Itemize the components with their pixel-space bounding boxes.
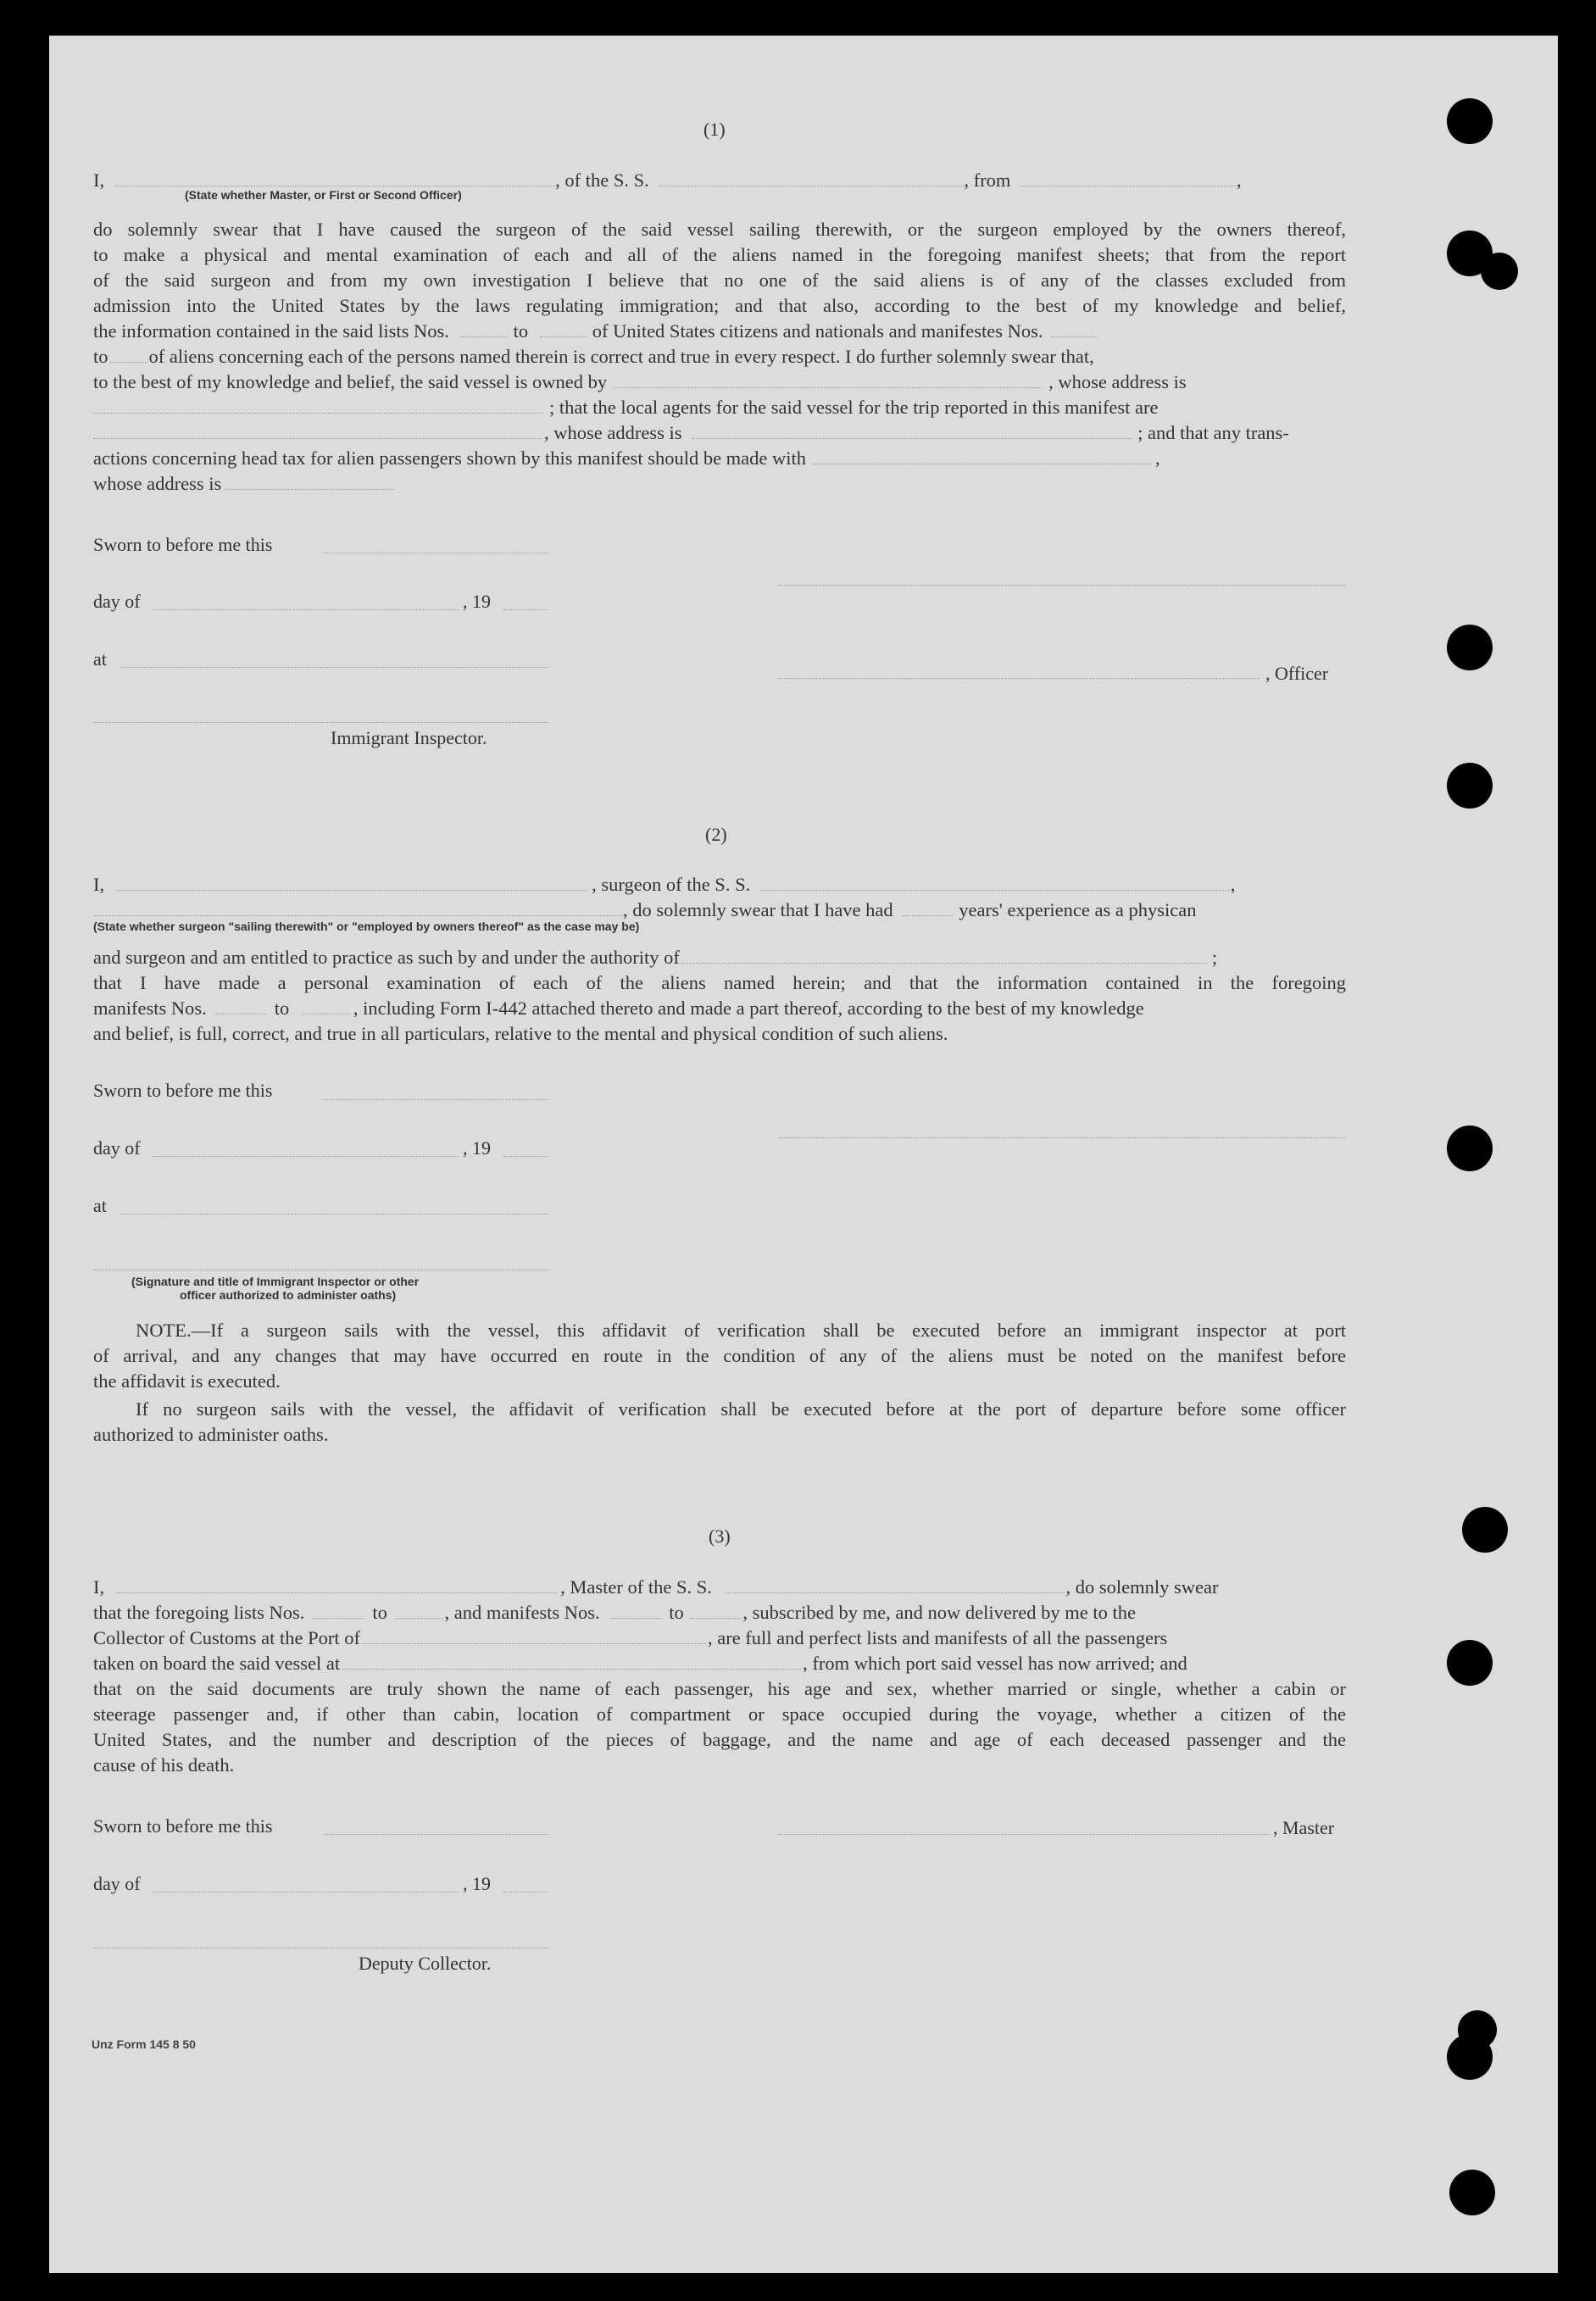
sec1-master-caption: (State whether Master, or First or Second Officer) bbox=[185, 188, 462, 202]
sec2-note-line: authorized to administer oaths. bbox=[93, 1424, 329, 1445]
sec3-para-line: United States, and the number and description of the pieces of baggage, and the name and age of each deceased passenger and the bbox=[93, 1729, 1346, 1750]
sec2-day-of-label: day of bbox=[93, 1137, 141, 1159]
sec3-master-label: , Master bbox=[1273, 1817, 1335, 1838]
sec3-year-label: , 19 bbox=[463, 1873, 491, 1894]
sec2-year-label: , 19 bbox=[463, 1137, 491, 1159]
sec3-day-of-label: day of bbox=[93, 1873, 141, 1894]
punch-hole bbox=[1447, 625, 1493, 670]
sec1-at-label: at bbox=[93, 648, 107, 670]
sec1-para-line: ; that the local agents for the said vessel for the trip reported in this manifest are bbox=[93, 395, 1346, 420]
sec2-para-line: that I have made a personal examination of each of the aliens named herein; and that the information contained in the foregoing bbox=[93, 972, 1346, 993]
sec1-para-line: of the said surgeon and from my own investigation I believe that no one of the said aliens is of any of the classes excluded from bbox=[93, 270, 1346, 291]
sec3-deputy-label: Deputy Collector. bbox=[359, 1953, 492, 1974]
sec2-para-line: and surgeon and am entitled to practice as such by and under the authority of ; bbox=[93, 947, 1218, 968]
sec2-para-line: manifests Nos. to , including Form I-442 attached thereto and made a part thereof, according to the best of my knowledge bbox=[93, 998, 1144, 1019]
punch-hole bbox=[1447, 763, 1493, 809]
sec1-para-line: whose address is bbox=[93, 471, 1346, 497]
sec2-note-line: NOTE.—If a surgeon sails with the vessel, this affidavit of verification shall be executed before an immigrant inspector at port bbox=[136, 1320, 1346, 1341]
punch-hole bbox=[1447, 1125, 1493, 1171]
sec3-line-1: I, , Master of the S. S. , do solemnly swear bbox=[93, 1576, 1219, 1598]
sec1-year-label: , 19 bbox=[463, 591, 491, 612]
sec1-day-of-label: day of bbox=[93, 591, 141, 612]
sec3-para-line: Collector of Customs at the Port of , are full and perfect lists and manifests of all the passengers bbox=[93, 1627, 1168, 1648]
section-1-number: (1) bbox=[703, 119, 726, 140]
punch-hole bbox=[1481, 253, 1518, 290]
sec2-note-line: If no surgeon sails with the vessel, the affidavit of verification shall be executed before at the port of departure before some officer bbox=[136, 1398, 1346, 1420]
punch-hole bbox=[1462, 1507, 1508, 1553]
sec2-line-2: , do solemnly swear that I have had years' experience as a physican bbox=[93, 898, 1346, 923]
sec1-para-line: the information contained in the said lists Nos. to of United States citizens and nationals and manifestes Nos. bbox=[93, 319, 1346, 344]
sec1-para-line: admission into the United States by the laws regulating immigration; and that also, according to the best of my knowledge and belief, bbox=[93, 295, 1346, 316]
punch-hole bbox=[1447, 2034, 1493, 2080]
sec1-para-line: , whose address is ; and that any trans- bbox=[93, 420, 1346, 446]
section-3-number: (3) bbox=[709, 1526, 731, 1547]
sec3-para-line: steerage passenger and, if other than cabin, location of compartment or space occupied during the voyage, whether a citizen of the bbox=[93, 1704, 1346, 1725]
sec2-sworn-label: Sworn to before me this bbox=[93, 1080, 273, 1101]
punch-hole bbox=[1449, 2170, 1495, 2215]
sec1-para-line: to the best of my knowledge and belief, the said vessel is owned by , whose address is bbox=[93, 371, 1187, 392]
sec3-sworn-label: Sworn to before me this bbox=[93, 1815, 273, 1837]
sec3-para-line: cause of his death. bbox=[93, 1754, 235, 1776]
sec2-para-line: and belief, is full, correct, and true in all particulars, relative to the mental and physical condition of such aliens. bbox=[93, 1023, 948, 1044]
sec3-para-line: taken on board the said vessel at , from which port said vessel has now arrived; and bbox=[93, 1653, 1187, 1674]
sec2-surgeon-caption: (State whether surgeon "sailing therewith" or "employed by owners thereof" as the case may be) bbox=[93, 920, 640, 933]
sec1-line-1: I, , of the S. S. , from , bbox=[93, 170, 1242, 191]
sec1-para-line: actions concerning head tax for alien passengers shown by this manifest should be made with , bbox=[93, 447, 1160, 469]
sec3-para-line: that on the said documents are truly shown the name of each passenger, his age and sex, whether married or single, whether a cabin or bbox=[93, 1678, 1346, 1699]
sec2-note-line: of arrival, and any changes that may have occurred en route in the condition of any of the aliens must be noted on the manifest before bbox=[93, 1345, 1346, 1366]
sec1-para-line: to make a physical and mental examination of each and all of the aliens named in the foregoing manifest sheets; that from the report bbox=[93, 244, 1346, 265]
sec2-line-1: I, , surgeon of the S. S. , bbox=[93, 874, 1236, 895]
sec2-note-line: the affidavit is executed. bbox=[93, 1370, 281, 1392]
sec1-sworn-label: Sworn to before me this bbox=[93, 534, 273, 555]
sec1-inspector-label: Immigrant Inspector. bbox=[331, 727, 487, 748]
sec3-para-line: that the foregoing lists Nos. to , and manifests Nos. to , subscribed by me, and now delivered by me to the bbox=[93, 1602, 1137, 1623]
sec2-signature-caption: officer authorized to administer oaths) bbox=[180, 1288, 397, 1302]
sec1-officer-label: , Officer bbox=[1265, 663, 1329, 684]
form-number: Unz Form 145 8 50 bbox=[92, 2037, 196, 2051]
sec1-para-line: to of aliens concerning each of the persons named therein is correct and true in every respect. I do further solemnly swear that, bbox=[93, 346, 1094, 367]
punch-hole bbox=[1447, 1640, 1493, 1686]
section-2-number: (2) bbox=[705, 824, 727, 845]
sec1-para-line: do solemnly swear that I have caused the surgeon of the said vessel sailing therewith, or the surgeon employed by the owners thereof, bbox=[93, 219, 1346, 240]
sec2-at-label: at bbox=[93, 1195, 107, 1216]
sec2-signature-caption: (Signature and title of Immigrant Inspector or other bbox=[131, 1275, 420, 1288]
punch-hole bbox=[1447, 98, 1493, 144]
